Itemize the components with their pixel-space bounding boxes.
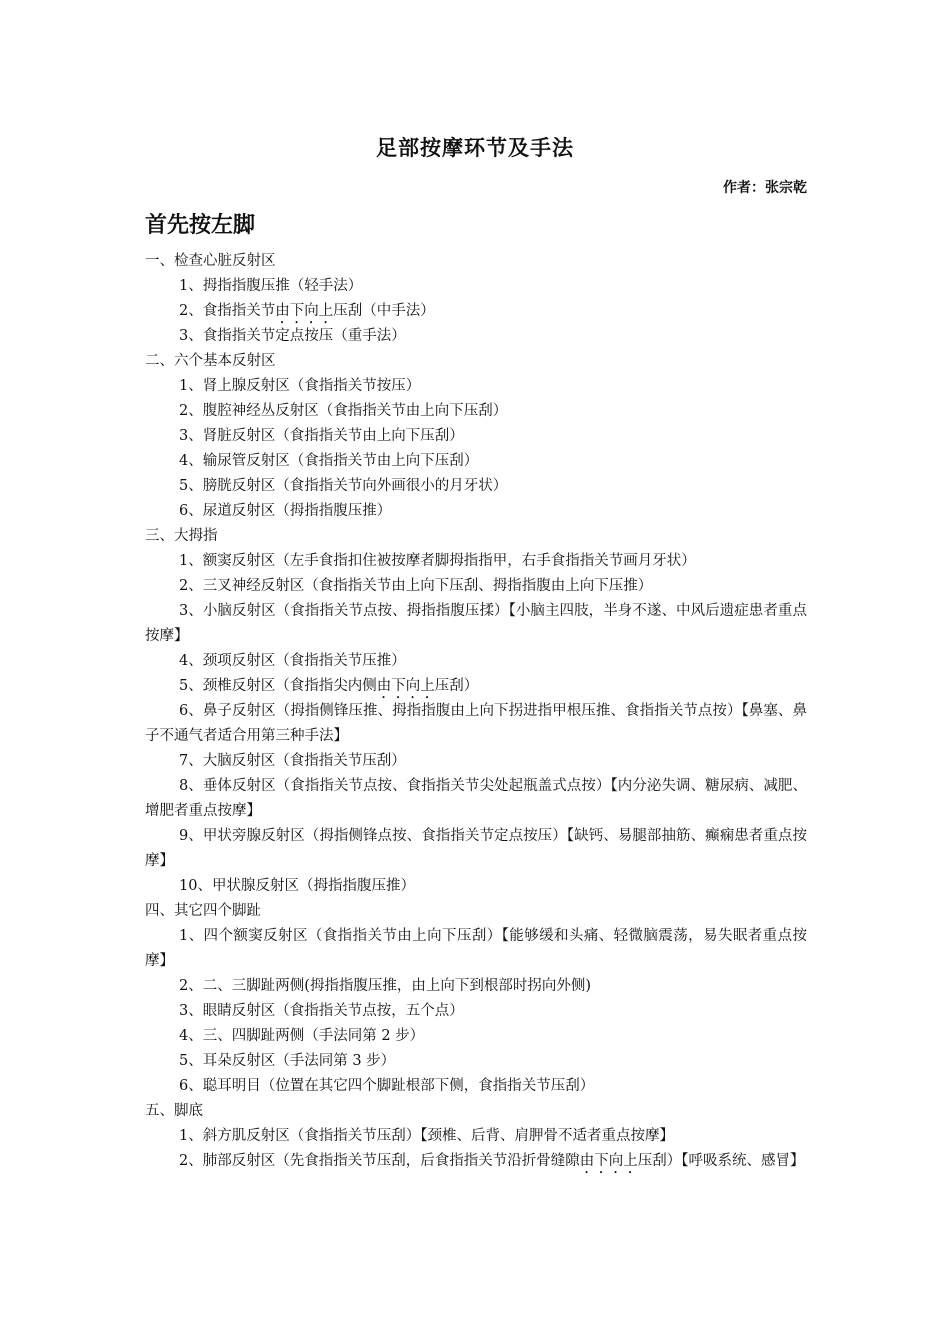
list-item: 2、腹腔神经丛反射区（食指指关节由上向下压刮） — [179, 403, 508, 419]
emphasized-text: 由下向上 — [376, 678, 435, 694]
item-text: 压刮） — [434, 678, 479, 694]
list-item: 6、聪耳明目（位置在其它四个脚趾根部下侧，食指指关节压刮） — [179, 1078, 595, 1094]
list-item: 2、三叉神经反射区（食指指关节由上向下压刮、拇指指腹由上向下压推） — [179, 578, 653, 594]
list-item: 3、眼睛反射区（食指指关节点按，五个点） — [179, 1003, 464, 1019]
list-item — [145, 674, 807, 699]
item-text: 压刮（中手法） — [333, 303, 435, 319]
section-line: 三、大拇指 — [145, 528, 218, 544]
list-item: 2、二、三脚趾两侧(拇指指腹压推，由上向下到根部时拐向外侧) — [179, 978, 592, 994]
document-title: 足部按摩环节及手法 — [376, 135, 574, 160]
item-text: 5、颈椎反射区（食指指尖内侧 — [179, 678, 377, 694]
list-item — [145, 1149, 807, 1177]
list-item: 4、输尿管反射区（食指指关节由上向下压刮） — [179, 453, 479, 469]
list-item: 3、小脑反射区（食指指关节点按、拇指指腹压揉）【小脑主四肢，半身不遂、中风后遗症患者重点按摩】 — [145, 603, 807, 644]
author-line: 作者：张宗乾 — [723, 180, 807, 196]
list-item: 3、食指指关节定点按压（重手法） — [179, 328, 406, 344]
list-item: 6、尿道反射区（拇指指腹压推） — [179, 503, 392, 519]
list-item: 1、额窦反射区（左手食指扣住被按摩者脚拇指指甲，右手食指指关节画月牙状） — [179, 553, 696, 569]
section-heading: 首先按左脚 — [145, 213, 256, 238]
section-line: 一、检查心脏反射区 — [145, 253, 276, 269]
item-text: 2、食指指关节 — [179, 303, 276, 319]
item-text: 压刮）【呼吸系统、感冒】 — [637, 1153, 805, 1169]
list-item: 1、四个额窦反射区（食指指关节由上向下压刮）【能够缓和头痛、轻微脑震荡，易失眠者重点按摩】 — [145, 928, 807, 969]
document-body — [145, 249, 807, 1177]
section-line: 四、其它四个脚趾 — [145, 903, 261, 919]
list-item: 10、甲状腺反射区（拇指指腹压推） — [179, 878, 415, 894]
list-item: 1、肾上腺反射区（食指指关节按压） — [179, 378, 421, 394]
list-item: 1、斜方肌反射区（食指指关节压刮）【颈椎、后背、肩胛骨不适者重点按摩】 — [179, 1128, 674, 1144]
emphasized-text: 由下向上 — [579, 1153, 638, 1169]
list-item: 1、拇指指腹压推（轻手法） — [179, 278, 363, 294]
list-item: 4、颈项反射区（食指指关节压推） — [179, 653, 406, 669]
list-item — [145, 299, 807, 324]
list-item: 3、肾脏反射区（食指指关节由上向下压刮） — [179, 428, 464, 444]
section-line: 五、脚底 — [145, 1103, 203, 1119]
section-line: 二、六个基本反射区 — [145, 353, 276, 369]
emphasized-text: 由下向上 — [275, 303, 334, 319]
list-item: 5、耳朵反射区（手法同第 3 步） — [179, 1053, 396, 1069]
list-item: 4、三、四脚趾两侧（手法同第 2 步） — [179, 1028, 425, 1044]
list-item: 7、大脑反射区（食指指关节压刮） — [179, 753, 406, 769]
list-item: 8、垂体反射区（食指指关节点按、食指指关节尖处起瓶盖式点按）【内分泌失调、糖尿病、减肥、增肥者重点按摩】 — [145, 778, 807, 819]
list-item: 9、甲状旁腺反射区（拇指侧锋点按、食指指关节定点按压）【缺钙、易腿部抽筋、癫痫患者重点按摩】 — [145, 828, 807, 869]
list-item: 5、膀胱反射区（食指指关节向外画很小的月牙状） — [179, 478, 508, 494]
item-text: 2、肺部反射区（先食指指关节压刮，后食指指关节沿折骨缝隙 — [179, 1153, 580, 1169]
list-item: 6、鼻子反射区（拇指侧锋压推、拇指指腹由上向下拐进指甲根压推、食指指关节点按）【鼻塞、鼻子不通气者适合用第三种手法】 — [145, 703, 807, 744]
